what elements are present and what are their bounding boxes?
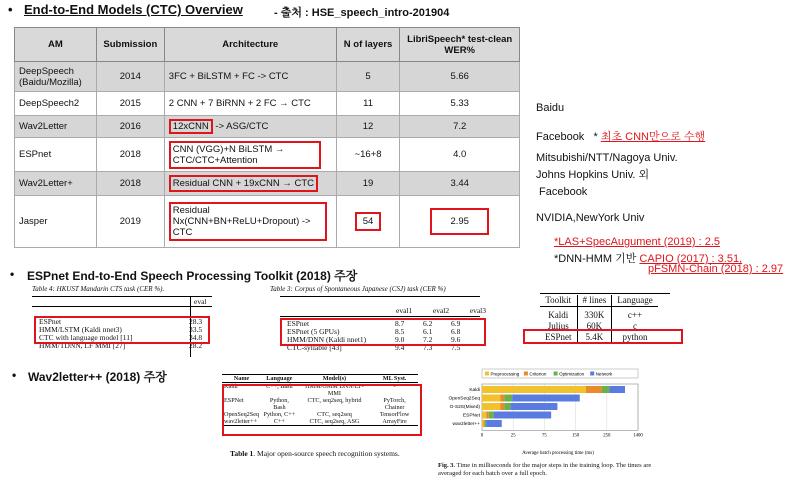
cell-value: 33.5	[189, 325, 203, 334]
cell-value: 6.1	[423, 327, 433, 336]
table3-col-eval2: eval2	[432, 306, 450, 315]
cell-value: 6.2	[423, 319, 433, 328]
cell-models: HMM/GMM DNN/LF-MMI	[305, 383, 364, 397]
header-wer: LibriSpeech* test-clean WER%	[400, 28, 520, 62]
table-header-row	[540, 295, 658, 307]
header-submission: Submission	[96, 28, 164, 62]
oss-header: Model(s)	[298, 375, 372, 383]
chart-category-labels	[449, 387, 481, 427]
bar-segment	[486, 420, 502, 427]
legend-swatch	[524, 372, 528, 376]
bar-segment	[511, 403, 558, 410]
toolkit-header: Toolkit	[540, 295, 577, 307]
cell-year: 2019	[96, 196, 164, 248]
cell-models: CTC, seq2seq, hybrid	[307, 397, 362, 404]
cell-value: 7.2	[423, 335, 433, 344]
bar-segment	[512, 395, 580, 402]
table-row	[15, 62, 520, 92]
bar-segment	[586, 386, 602, 393]
cell-name: HMM/TDNN, LF MMI [27]	[39, 341, 126, 350]
fig3-caption-bold: Fig. 3	[438, 462, 454, 469]
header-am: AM	[15, 28, 97, 62]
table3-col-headers	[396, 306, 486, 315]
legend-swatch	[485, 372, 489, 376]
bar-segment	[494, 412, 551, 419]
cell-value: 9.6	[451, 335, 461, 344]
category-label: wav2letter++	[452, 422, 480, 427]
w2l-section-title: Wav2letter++ (2018) 주장	[28, 370, 167, 384]
chart-tick-labels	[481, 434, 644, 439]
note-star: *	[593, 131, 601, 143]
cell-mlsys: ArrayFire	[371, 418, 418, 426]
bar-segment	[484, 420, 485, 427]
note-facebook-2: Facebook	[539, 186, 588, 198]
table4-rule-mid	[32, 306, 212, 307]
cell-mlsys: PyTorch, Chainer	[383, 397, 406, 411]
cell-arch	[164, 196, 336, 248]
chart-xlabel: Average batch processing time (ms)	[522, 451, 594, 456]
cell-language: python	[612, 332, 658, 344]
cell-value: 6.8	[451, 327, 461, 336]
cell-value: 28.2	[189, 341, 203, 350]
cell-arch	[164, 116, 336, 138]
bar-segment	[504, 395, 512, 402]
cell-name: ESPNet	[224, 397, 244, 404]
bar-segment	[482, 386, 586, 393]
cell-year: 2014	[96, 62, 164, 92]
ctc-models-table	[14, 27, 520, 248]
category-label: ESPNet	[462, 413, 480, 419]
note-nvidia: NVIDIA,NewYork Univ	[536, 212, 645, 224]
cell-name: wav2letter++	[222, 418, 261, 426]
note-mitsubishi: Mitsubishi/NTT/Nagoya Univ.	[536, 152, 678, 164]
tick-label: 150	[571, 433, 580, 439]
chart-legend	[482, 369, 638, 378]
cell-arch-rest: -> ASG/CTC	[212, 121, 269, 132]
highlight-box: 2.95	[430, 208, 489, 235]
bar-segment	[500, 403, 504, 410]
w2l-bullet: •	[12, 368, 17, 382]
cell-models: CTC, seq2seq	[317, 411, 352, 418]
bar-segment	[489, 412, 494, 419]
note-facebook-1-label: Facebook	[536, 131, 585, 143]
cell-toolkit: Kaldi	[540, 307, 577, 322]
bar-segment	[602, 386, 610, 393]
table4-rule-top	[32, 296, 212, 297]
chart-bars	[482, 386, 625, 427]
table-row	[540, 307, 658, 322]
cell-layers: ~16+8	[336, 138, 400, 172]
note-dnn-prefix: *DNN-HMM 기반	[554, 253, 640, 265]
toolkit-rule-top	[540, 293, 670, 294]
cell-am: Jasper	[15, 196, 97, 248]
legend-label: Preprocessing	[490, 371, 520, 377]
header-architecture: Architecture	[164, 28, 336, 62]
cell-layers: 12	[336, 116, 400, 138]
cell-am: Wav2Letter	[15, 116, 97, 138]
cell-mlsys: TensorFlow	[379, 411, 410, 418]
oss-header: ML Syst.	[371, 375, 418, 383]
fig3-caption-text: . Time in milliseconds for the major steps in the training loop. The times are averaged for each batch over a full epoch.	[438, 462, 652, 477]
cell-wer: 4.0	[400, 138, 520, 172]
cell-name: ESPnet	[39, 317, 62, 326]
note-las: *LAS+SpecAugument (2019) : 2.5	[554, 236, 721, 248]
cell-language: c	[633, 321, 637, 331]
cell-name: HMM/DNN (Kaldi nnet1)	[287, 335, 367, 344]
cell-value: 6.9	[451, 319, 461, 328]
cell-language: C++	[261, 418, 298, 426]
toolkit-highlight-box	[523, 329, 683, 344]
table4-highlight-box	[34, 316, 210, 344]
bar-segment	[482, 420, 484, 427]
bar-segment	[486, 412, 489, 419]
category-label: O-S2S(Mixed)	[449, 405, 480, 410]
cell-value: 9.4	[395, 343, 405, 352]
cell-layers: 11	[336, 92, 400, 116]
bar-segment	[609, 386, 625, 393]
cell-year: 2015	[96, 92, 164, 116]
title-bullet: •	[8, 2, 13, 17]
page-title: End-to-End Models (CTC) Overview	[24, 2, 243, 17]
cell-am: DeepSpeech (Baidu/Mozilla)	[15, 62, 97, 92]
cell-value: 7.3	[423, 343, 433, 352]
header-layers: N of layers	[336, 28, 400, 62]
cell-value: 8.5	[395, 327, 405, 336]
category-label: Kaldi	[469, 388, 480, 393]
cell-arch: 3FC + BiLSTM + FC -> CTC	[164, 62, 336, 92]
highlight-box: CNN (VGG)+N BiLSTM → CTC/CTC+Attention	[169, 141, 321, 169]
cell-mlsys: -	[393, 383, 396, 390]
table4-col-eval: eval	[194, 297, 207, 306]
cell-name: ESPnet	[287, 319, 310, 328]
table-row	[15, 172, 520, 196]
cell-am: ESPnet	[15, 138, 97, 172]
cell-name: CTC-syllable [43]	[287, 343, 342, 352]
table3-highlight-box	[280, 318, 486, 346]
note-fsmn: pFSMN-Chain (2018) : 2.97	[648, 263, 784, 275]
tick-label: 25	[510, 433, 516, 439]
cell-arch: 2 CNN + 7 BiRNN + 2 FC → CTC	[164, 92, 336, 116]
cell-year: 2018	[96, 172, 164, 196]
bar-segment	[482, 412, 486, 419]
note-cnn-first: 최초 CNN만으로 수행	[600, 131, 706, 143]
table3-rule-top	[280, 296, 480, 297]
table3-caption: Table 3: Corpus of Spontaneous Japanese (CSJ) task (CER %)	[270, 285, 446, 293]
legend-swatch	[590, 372, 594, 376]
oss-header: Name	[222, 375, 261, 383]
espnet-section-title: ESPnet End-to-End Speech Processing Toolkit (2018) 주장	[27, 269, 358, 283]
cell-arch	[164, 172, 336, 196]
cell-toolkit: Julius	[540, 321, 577, 332]
cell-wer: 7.2	[400, 116, 520, 138]
cell-value: 8.7	[395, 319, 405, 328]
cell-year: 2016	[96, 116, 164, 138]
cell-name: HMM/LSTM (Kaldi nnet3)	[39, 325, 122, 334]
cell-value: 28.3	[189, 317, 203, 326]
bar-segment	[482, 403, 500, 410]
note-capio: CAPIO (2017) : 3.51,	[639, 253, 743, 265]
toolkit-header: Language	[612, 295, 658, 307]
cell-layers: 5	[336, 62, 400, 92]
table3-rule-mid	[280, 316, 480, 317]
legend-label: Network	[595, 371, 613, 377]
highlight-box: 54	[355, 212, 382, 231]
cell-name: CTC with language model [11]	[39, 333, 133, 342]
oss-header: Language	[261, 375, 298, 383]
tick-label: 0	[480, 433, 484, 439]
note-facebook-1	[536, 128, 705, 144]
cell-value: 7.5	[451, 343, 461, 352]
table1-caption-text: . Major open-source speech recognition systems.	[253, 449, 400, 458]
cell-wer: 5.66	[400, 62, 520, 92]
cell-layers	[336, 196, 400, 248]
table1-caption-bold: Table 1	[230, 449, 254, 458]
legend-label: Criterion	[529, 371, 547, 377]
table1-caption	[230, 449, 400, 458]
toolkit-header: # lines	[577, 295, 612, 307]
cell-am: Wav2Letter+	[15, 172, 97, 196]
cell-name: OpenSeq2Seq	[224, 411, 260, 418]
table3-col-eval3: eval3	[469, 306, 486, 315]
oss-highlight-box	[222, 384, 422, 436]
table-header-row	[222, 375, 418, 383]
cell-value: 34.8	[189, 333, 203, 342]
cell-year: 2018	[96, 138, 164, 172]
category-label: OpenSeq2Seq	[448, 396, 480, 402]
fig3-caption	[438, 462, 668, 478]
cell-am: DeepSpeech2	[15, 92, 97, 116]
cell-language: c++	[627, 310, 643, 320]
espnet-bullet: •	[10, 267, 15, 281]
table-row	[15, 196, 520, 248]
table-row	[15, 116, 520, 138]
note-johns-hopkins: Johns Hopkins Univ. 외	[536, 169, 650, 181]
cell-lines: 330K	[577, 307, 612, 322]
cell-lines: 5.4K	[577, 332, 612, 344]
cell-language: Python, C++	[263, 411, 296, 418]
tick-label: 75	[542, 433, 547, 439]
cell-arch	[164, 138, 336, 172]
batch-time-chart	[438, 368, 660, 458]
cell-language: C++, Bash	[266, 383, 293, 390]
tick-label: 250	[603, 433, 611, 439]
table3-col-eval1: eval1	[396, 306, 413, 315]
legend-label: Optimization	[559, 371, 585, 377]
table4-caption: Table 4: HKUST Mandarin CTS task (CER %).	[32, 285, 165, 293]
cell-value: 9.0	[395, 335, 405, 344]
bar-segment	[485, 420, 487, 427]
legend-swatch	[554, 372, 558, 376]
bar-segment	[500, 395, 504, 402]
highlight-box: Residual Nx(CNN+BN+ReLU+Dropout) -> CTC	[169, 202, 327, 241]
tick-label: 1400	[633, 433, 643, 439]
note-baidu: Baidu	[536, 102, 565, 114]
cell-name: Kaldi	[224, 383, 238, 390]
page-source: - 출처 : HSE_speech_intro-201904	[274, 7, 450, 19]
cell-wer: 5.33	[400, 92, 520, 116]
cell-name: ESPnet (5 GPUs)	[287, 327, 340, 336]
cell-wer	[400, 196, 520, 248]
cell-models: CTC, seq2seq, ASG	[298, 418, 372, 426]
cell-toolkit: ESPnet	[540, 332, 577, 344]
table-row	[15, 138, 520, 172]
cell-language: Python, Bash	[269, 397, 289, 411]
cell-wer: 3.44	[400, 172, 520, 196]
cell-layers: 19	[336, 172, 400, 196]
table-header-row	[15, 28, 520, 62]
bar-segment	[504, 403, 510, 410]
bar-segment	[482, 395, 500, 402]
highlight-box: 12xCNN	[169, 119, 213, 134]
cell-lines: 60K	[577, 321, 612, 332]
highlight-box: Residual CNN + 19xCNN → CTC	[169, 175, 318, 192]
table-row	[15, 92, 520, 116]
